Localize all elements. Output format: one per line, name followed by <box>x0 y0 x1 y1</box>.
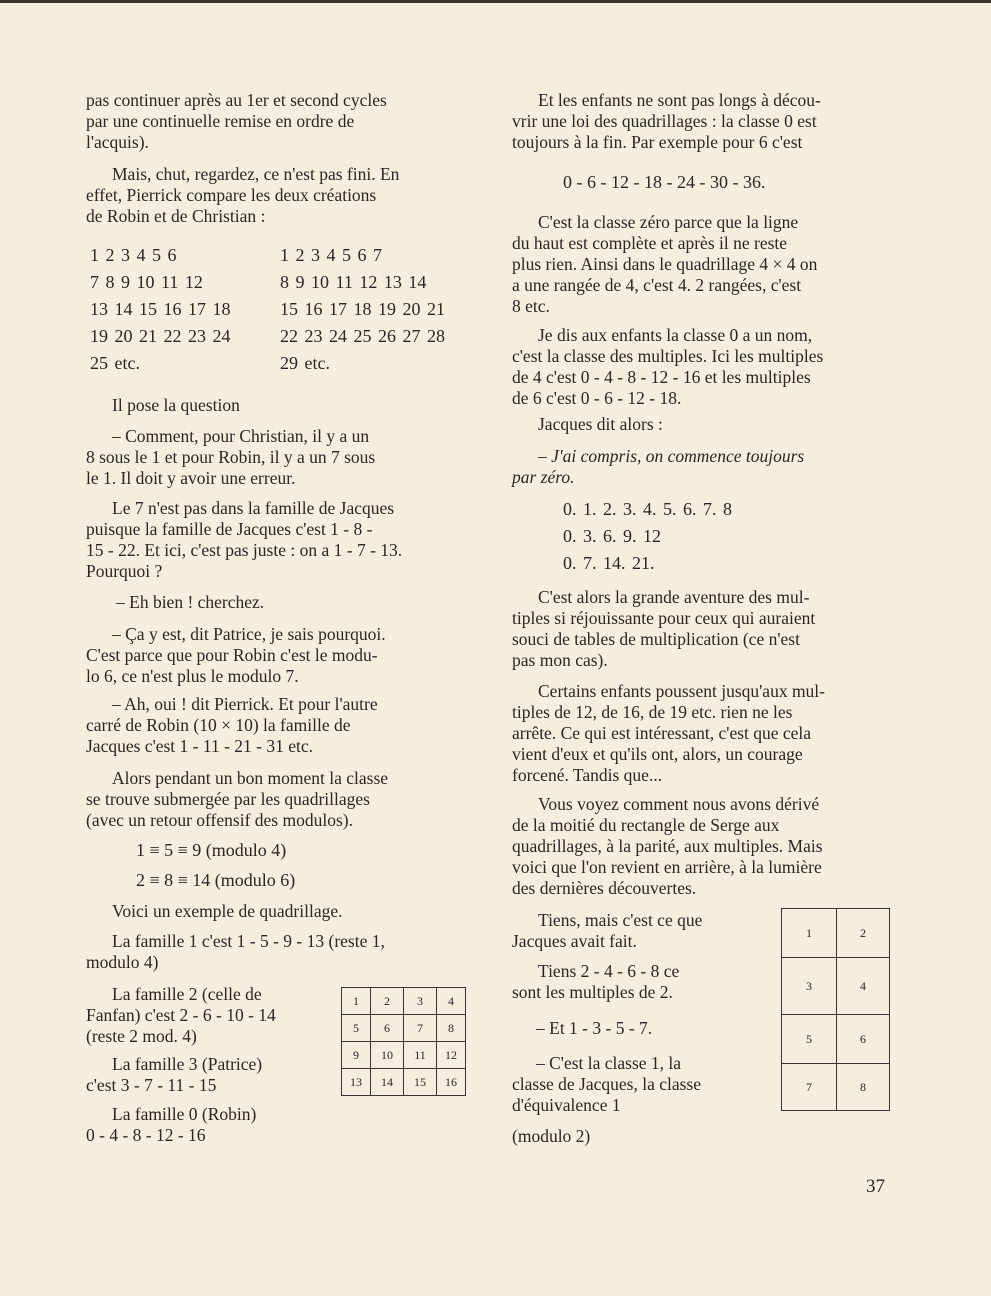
right-paragraph-6: C'est alors la grande aventure des mul- tiples si réjouissante pour ceux qui auraient souci de tables de multiplication (ce n'est pas mon cas). <box>512 587 816 670</box>
congruence-equation-1: 1 ≡ 5 ≡ 9 (modulo 4) <box>136 840 287 860</box>
grid-cell: 6 <box>837 1015 890 1064</box>
left-paragraph-10: Voici un exemple de quadrillage. <box>112 901 343 921</box>
left-paragraph-11: La famille 1 c'est 1 - 5 - 9 - 13 (reste 1, modulo 4) <box>86 931 385 972</box>
left-paragraph-3: Il pose la question <box>112 395 240 415</box>
grid-cell: 1 <box>782 909 837 958</box>
grid-cell: 6 <box>371 1015 404 1042</box>
left-paragraph-6: – Eh bien ! cherchez. <box>116 592 265 612</box>
left-paragraph-4: – Comment, pour Christian, il y a un 8 sous le 1 et pour Robin, il y a un 7 sous le 1. Il doit y avoir une erreur. <box>86 426 376 488</box>
grid-cell: 7 <box>404 1015 437 1042</box>
right-paragraph-4: Jacques dit alors : <box>538 414 663 434</box>
christian-number-grid: 1 2 3 4 5 6 7 8 9 10 11 12 13 14 15 16 17 18 19 20 21 22 23 24 25 26 27 28 29 etc. <box>280 245 445 373</box>
grid-row <box>782 958 890 1015</box>
grid-cell: 5 <box>782 1015 837 1064</box>
grid-cell: 1 <box>342 988 371 1015</box>
grid-row <box>782 909 890 958</box>
grid-cell: 11 <box>404 1042 437 1069</box>
left-paragraph-1: pas continuer après au 1er et second cycles par une continuelle remise en ordre de l'acquis). <box>86 90 387 152</box>
grid-row <box>342 988 466 1015</box>
grid-row <box>342 1015 466 1042</box>
grid-cell: 3 <box>404 988 437 1015</box>
robin-number-grid: 1 2 3 4 5 6 7 8 9 10 11 12 13 14 15 16 17 18 19 20 21 22 23 24 25 etc. <box>90 245 231 373</box>
right-paragraph-2: C'est la classe zéro parce que la ligne du haut est complète et après il ne reste plus rien. Ainsi dans le quadrillage 4 × 4 on a une rangée de 4, c'est 4. 2 rangées, c'est 8 etc. <box>512 212 818 316</box>
family-0-text: La famille 0 (Robin) 0 - 4 - 8 - 12 - 16 <box>86 1104 257 1145</box>
grid-cell: 7 <box>782 1064 837 1111</box>
grid-cell: 2 <box>837 909 890 958</box>
left-paragraph-5: Le 7 n'est pas dans la famille de Jacques puisque la famille de Jacques c'est 1 - 8 - 15 - 22. Et ici, c'est pas juste : on a 1 - 7 - 13. Pourquoi ? <box>86 498 403 581</box>
congruence-equation-2: 2 ≡ 8 ≡ 14 (modulo 6) <box>136 870 296 890</box>
grid-cell: 5 <box>342 1015 371 1042</box>
right-paragraph-10: Tiens 2 - 4 - 6 - 8 ce sont les multiples de 2. <box>512 961 680 1002</box>
grid-row <box>342 1069 466 1096</box>
quadrillage-4x4 <box>341 987 466 1096</box>
right-paragraph-8: Vous voyez comment nous avons dérivé de la moitié du rectangle de Serge aux quadrillages, à la parité, aux multiples. Mais voici que l'on revient en arrière, à la lumière des dernières découvertes. <box>512 794 823 898</box>
multiples-list: 0. 1. 2. 3. 4. 5. 6. 7. 8 0. 3. 6. 9. 12 0. 7. 14. 21. <box>563 499 732 573</box>
grid-cell: 14 <box>371 1069 404 1096</box>
grid-cell: 4 <box>837 958 890 1015</box>
grid-row <box>342 1042 466 1069</box>
right-paragraph-12: – C'est la classe 1, la classe de Jacques, la classe d'équivalence 1 <box>512 1053 702 1115</box>
grid-cell: 8 <box>437 1015 466 1042</box>
grid-cell: 8 <box>837 1064 890 1111</box>
right-paragraph-5: – J'ai compris, on commence toujours par zéro. <box>512 446 805 487</box>
quadrillage-2x4 <box>781 908 890 1111</box>
right-paragraph-13: (modulo 2) <box>512 1126 591 1146</box>
grid-cell: 15 <box>404 1069 437 1096</box>
multiples-of-6-sequence: 0 - 6 - 12 - 18 - 24 - 30 - 36. <box>563 172 766 192</box>
page-top-border <box>0 0 991 3</box>
grid-cell: 13 <box>342 1069 371 1096</box>
left-paragraph-2: Mais, chut, regardez, ce n'est pas fini. En effet, Pierrick compare les deux créations de Robin et de Christian : <box>86 164 400 226</box>
left-paragraph-9: Alors pendant un bon moment la classe se trouve submergée par les quadrillages (avec un retour offensif des modulos). <box>86 768 389 830</box>
family-2-text: La famille 2 (celle de Fanfan) c'est 2 - 6 - 10 - 14 (reste 2 mod. 4) <box>86 984 276 1046</box>
grid-row <box>782 1064 890 1111</box>
grid-cell: 16 <box>437 1069 466 1096</box>
grid-cell: 9 <box>342 1042 371 1069</box>
right-paragraph-11: – Et 1 - 3 - 5 - 7. <box>536 1018 653 1038</box>
grid-row <box>782 1015 890 1064</box>
left-paragraph-7: – Ça y est, dit Patrice, je sais pourquoi. C'est parce que pour Robin c'est le modu- lo 6, ce n'est plus le modulo 7. <box>86 624 386 686</box>
grid-cell: 4 <box>437 988 466 1015</box>
right-paragraph-9: Tiens, mais c'est ce que Jacques avait fait. <box>512 910 703 951</box>
grid-cell: 2 <box>371 988 404 1015</box>
right-paragraph-3: Je dis aux enfants la classe 0 a un nom, c'est la classe des multiples. Ici les multiples de 4 c'est 0 - 4 - 8 - 12 - 16 et les multiples de 6 c'est 0 - 6 - 12 - 18. <box>512 325 824 408</box>
right-paragraph-7: Certains enfants poussent jusqu'aux mul- tiples de 12, de 16, de 19 etc. rien ne les arrête. Ce qui est intéressant, c'est que cela vient d'eux et qu'ils ont, alors, un courage forcené. Tandis que... <box>512 681 825 785</box>
grid-cell: 12 <box>437 1042 466 1069</box>
left-paragraph-8: – Ah, oui ! dit Pierrick. Et pour l'autre carré de Robin (10 × 10) la famille de Jacques c'est 1 - 11 - 21 - 31 etc. <box>86 694 378 756</box>
grid-cell: 3 <box>782 958 837 1015</box>
right-paragraph-1: Et les enfants ne sont pas longs à décou- vrir une loi des quadrillages : la classe 0 est toujours à la fin. Par exemple pour 6 c'est <box>512 90 821 152</box>
page-number: 37 <box>866 1176 885 1197</box>
family-3-text: La famille 3 (Patrice) c'est 3 - 7 - 11 - 15 <box>86 1054 263 1095</box>
grid-cell: 10 <box>371 1042 404 1069</box>
